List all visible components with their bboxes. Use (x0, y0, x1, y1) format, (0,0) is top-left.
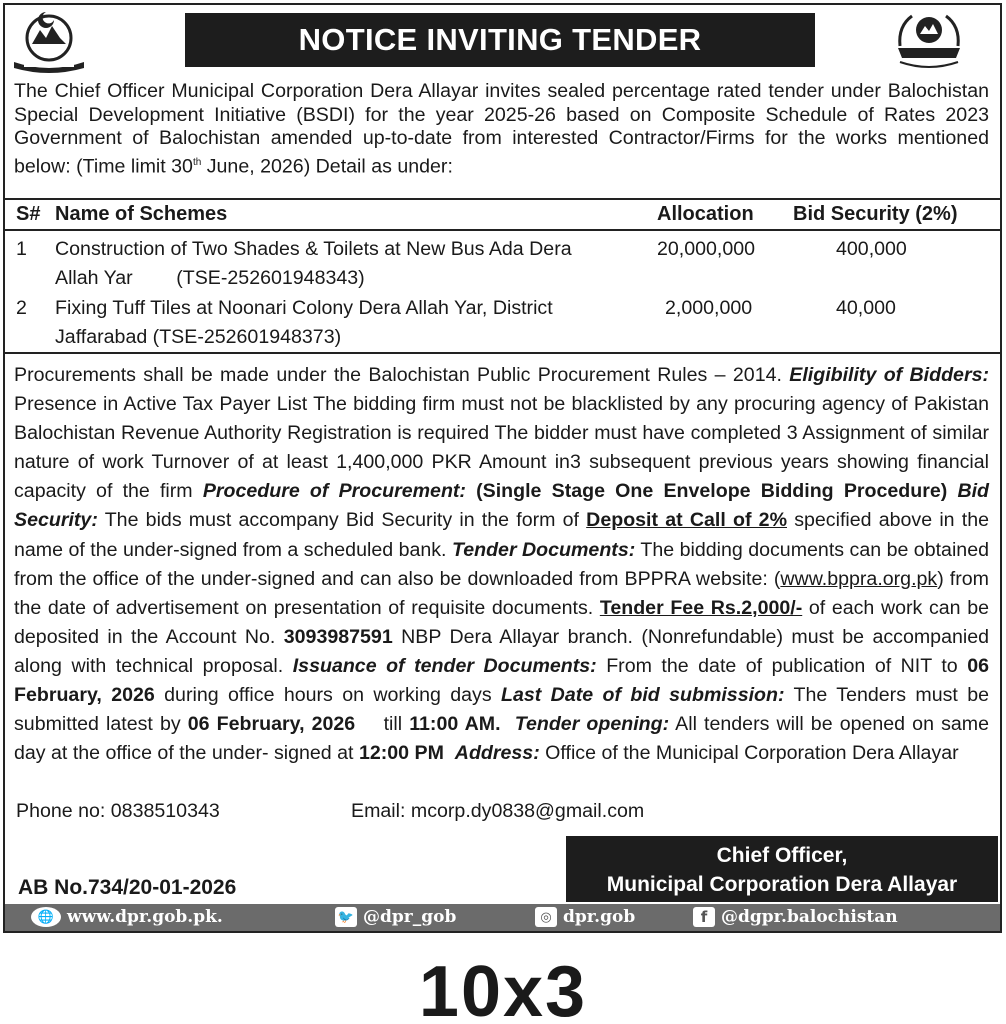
col-sno: S# (16, 203, 41, 225)
facebook-icon: f (693, 907, 715, 927)
col-allocation: Allocation (657, 203, 754, 225)
facebook-item[interactable]: f @dgpr.balochistan (693, 907, 898, 927)
twitter-item[interactable]: 🐦 @dpr_gob (335, 907, 456, 927)
instagram-item[interactable]: ◎ dpr.gob (535, 907, 635, 927)
intro-paragraph: The Chief Officer Municipal Corporation Dera Allayar invites sealed percentage rated tender under Balochistan Special Development Initiative (BSDI) for the year 2025-26 based on Composite Schedule of Rates 2023 Government of Balochistan amended up-to-date from interested Contractor/Firms for the works mentioned below: (Time limit 30th June, 2026) Detail as under: (14, 80, 989, 178)
tender-terms: Procurements shall be made under the Balochistan Public Procurement Rules – 2014. Eligibility of Bidders: Presence in Active Tax Payer List The bidding firm must not be blacklisted by any procuring agency of Pakistan Balochistan Revenue Authority Registration is required The bidder must have completed 3 Assignment of similar nature of work Turnover of at least 1,400,000 PKR Amount in3 subsequent previous years showing financial capacity of the firm Procedure of Procurement: (Single Stage One Envelope Bidding Procedure) Bid Security: The bids must accompany Bid Security in the form of Deposit at Call of 2% specified above in the name of the under-signed from a scheduled bank. Tender Documents: The bidding documents can be obtained from the office of the under-signed and can also be downloaded from BPPRA website: (www.bppra.org.pk) from the date of advertisement on presentation of requisite documents. Tender Fee Rs.2,000/- of each work can be deposited in the Account No. 3093987591 NBP Dera Allayar branch. (Nonrefundable) must be accompanied along with technical proposal. Issuance of tender Documents: From the date of publication of NIT to 06 February, 2026 during office hours on working days Last Date of bid submission: The Tenders must be submitted latest by 06 February, 2026 till 11:00 AM. Tender opening: All tenders will be opened on same day at the office of the under- signed at 12:00 PM Address: Office of the Municipal Corporation Dera Allayar (14, 364, 990, 765)
divider (3, 352, 1000, 354)
globe-icon: 🌐 (31, 907, 61, 927)
signatory-office: Municipal Corporation Dera Allayar (606, 873, 958, 896)
email-address[interactable]: Email: mcorp.dy0838@gmail.com (351, 800, 645, 822)
twitter-icon: 🐦 (335, 907, 357, 927)
instagram-icon: ◎ (535, 907, 557, 927)
notice-title: NOTICE INVITING TENDER (185, 13, 815, 67)
divider (3, 198, 1000, 200)
phone-number: Phone no: 0838510343 (16, 800, 220, 822)
signatory-title: Chief Officer, (716, 844, 848, 867)
website-item[interactable]: 🌐 www.dpr.gob.pk. (31, 907, 223, 927)
table-row: 1 Construction of Two Shades & Toilets at New Bus Ada Dera Allah Yar (TSE-252601948343) 20,000,000 400,000 (16, 238, 907, 289)
signature-block (566, 836, 998, 902)
divider (3, 229, 1000, 231)
table-row: 2 Fixing Tuff Tiles at Noonari Colony Dera Allah Yar, District Jaffarabad (TSE-252601948373) 2,000,000 40,000 (16, 297, 896, 348)
col-name: Name of Schemes (55, 203, 228, 225)
dgpr-emblem-logo (890, 8, 968, 76)
balochistan-emblem-logo (10, 8, 88, 76)
bppra-website-link[interactable]: www.bppra.org.pk (780, 567, 938, 590)
ab-number: AB No.734/20-01-2026 (18, 876, 237, 899)
col-bid-security: Bid Security (2%) (793, 203, 958, 225)
ad-size-label: 10x3 (418, 952, 588, 1024)
schemes-table-header (14, 203, 989, 227)
social-footer (5, 904, 1000, 931)
